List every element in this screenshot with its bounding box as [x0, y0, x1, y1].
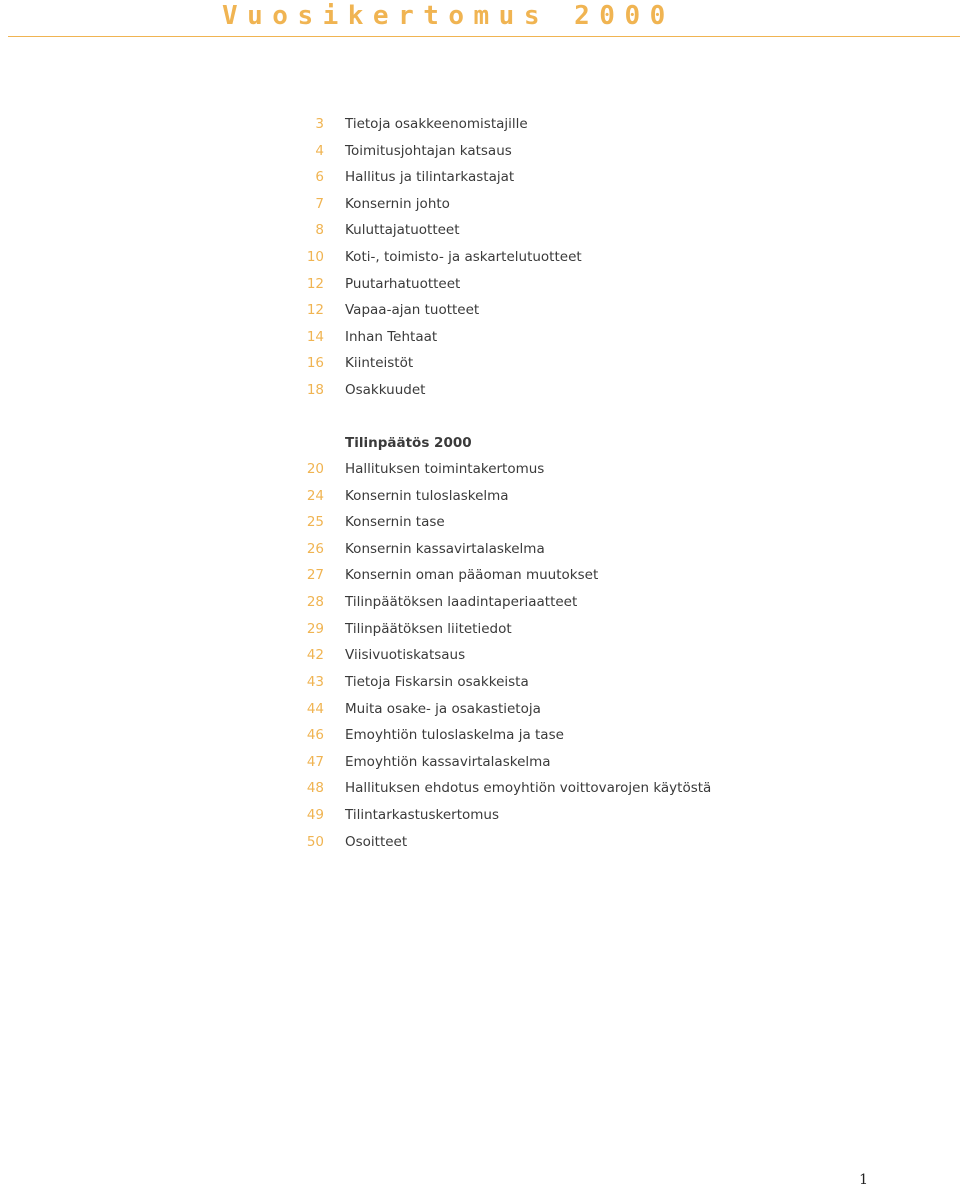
document-title: Vuosikertomus 2000: [222, 1, 675, 31]
toc-entry-label: Tilintarkastuskertomus: [345, 807, 500, 823]
title-underline: [8, 36, 960, 37]
toc-entry-label: Puutarhatuotteet: [345, 276, 461, 292]
toc-entry-label: Vapaa-ajan tuotteet: [345, 302, 480, 318]
toc-entry-label: Konsernin tase: [345, 514, 445, 530]
toc-page-number: 47: [306, 754, 324, 770]
toc-page-number: 4: [315, 143, 324, 159]
toc-page-number: 44: [306, 701, 324, 717]
toc-page-number: 28: [306, 594, 324, 610]
toc-entry-label: Tietoja Fiskarsin osakkeista: [345, 674, 529, 690]
toc-entry-label: Muita osake- ja osakastietoja: [345, 701, 541, 717]
toc-entry-label: Konsernin oman pääoman muutokset: [345, 567, 599, 583]
toc-page-number: 26: [306, 541, 324, 557]
toc-page-number: 49: [306, 807, 324, 823]
toc-page-number: 43: [306, 674, 324, 690]
toc-entry-label: Kuluttajatuotteet: [345, 222, 460, 238]
toc-page-number: 25: [306, 514, 324, 530]
toc-entry-label: Konsernin johto: [345, 196, 450, 212]
toc-entry-label: Osakkuudet: [345, 382, 426, 398]
toc-entry-label: Tietoja osakkeenomistajille: [345, 116, 528, 132]
toc-page-number: 18: [306, 382, 324, 398]
toc-page-number: 8: [315, 222, 324, 238]
toc-entry-label: Inhan Tehtaat: [345, 329, 438, 345]
toc-page-number: 6: [315, 169, 324, 185]
toc-page-number: 24: [306, 488, 324, 504]
toc-page-number: 14: [306, 329, 324, 345]
toc-entry-label: Hallituksen ehdotus emoyhtiön voittovarojen käytöstä: [345, 780, 712, 796]
toc-page-number: 7: [315, 196, 324, 212]
toc-entry-label: Kiinteistöt: [345, 355, 414, 371]
toc-entry-label: Emoyhtiön kassavirtalaskelma: [345, 754, 551, 770]
toc-page-number: 27: [306, 567, 324, 583]
toc-entry-label: Viisivuotiskatsaus: [345, 647, 466, 663]
toc-page-number: 50: [306, 834, 324, 850]
toc-page-number: 42: [306, 647, 324, 663]
toc-page-number: 3: [315, 116, 324, 132]
toc-entry-label: Osoitteet: [345, 834, 408, 850]
toc-page-number: 29: [306, 621, 324, 637]
toc-entry-label: Konsernin tuloslaskelma: [345, 488, 509, 504]
toc-page-number: 12: [306, 276, 324, 292]
toc-entry-label: Toimitusjohtajan katsaus: [345, 143, 512, 159]
page-number: 1: [859, 1172, 868, 1188]
section-heading: Tilinpäätös 2000: [345, 435, 472, 451]
toc-entry-label: Tilinpäätöksen laadintaperiaatteet: [345, 594, 578, 610]
toc-page-number: 16: [306, 355, 324, 371]
toc-page-number: 10: [306, 249, 324, 265]
toc-page-number: 20: [306, 461, 324, 477]
toc-entry-label: Tilinpäätöksen liitetiedot: [345, 621, 512, 637]
toc-entry-label: Emoyhtiön tuloslaskelma ja tase: [345, 727, 564, 743]
toc-page-number: 46: [306, 727, 324, 743]
toc-entry-label: Hallitus ja tilintarkastajat: [345, 169, 515, 185]
toc-page-number: 12: [306, 302, 324, 318]
toc-entry-label: Konsernin kassavirtalaskelma: [345, 541, 545, 557]
toc-entry-label: Koti-, toimisto- ja askartelutuotteet: [345, 249, 582, 265]
toc-page-number: 48: [306, 780, 324, 796]
toc-entry-label: Hallituksen toimintakertomus: [345, 461, 545, 477]
